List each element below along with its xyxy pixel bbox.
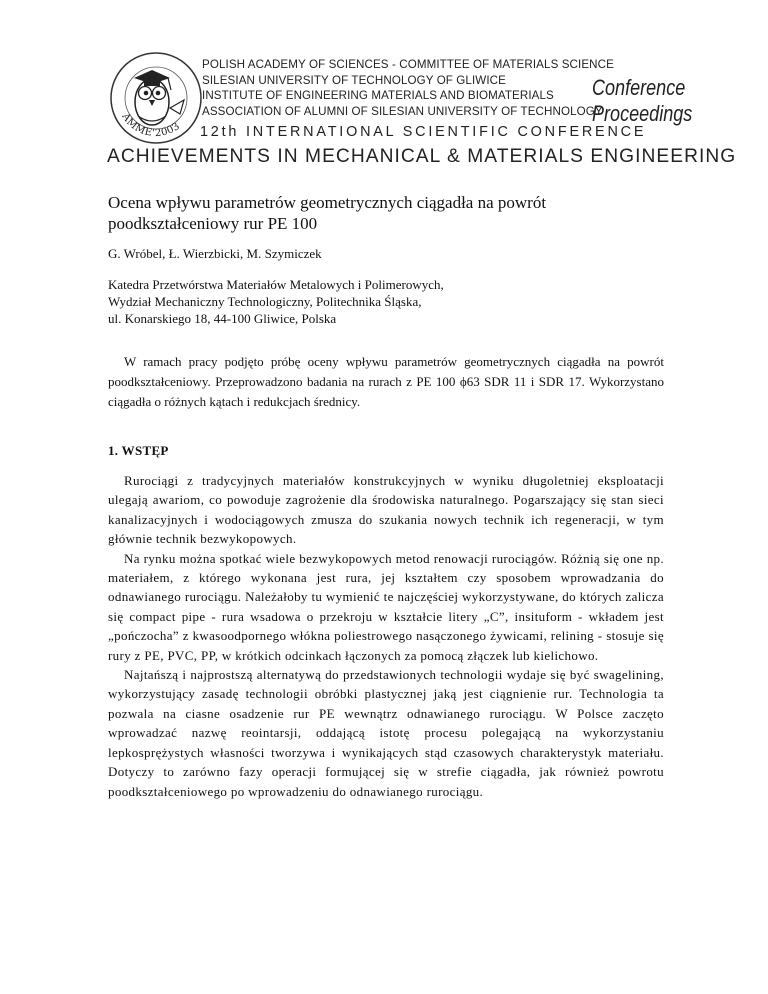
body-paragraph: Rurociągi z tradycyjnych materiałów konstrukcyjnych w wyniku długoletniej eksploatacji ulegają awariom, co powoduje zagrożenie dla środowiska naturalnego. Pogarszający się stan sieci kanalizacyjnych i wodociągowych zmusza do szukania nowych technik ich regeneracji, w tym głównie technik bezwykopowych. — [108, 473, 664, 547]
conference-header — [0, 0, 768, 170]
body-paragraph: Najtańszą i najprostszą alternatywą do przedstawionych technologii wydaje się być swagelining, wykorzystujący zasadę technologii obróbki plastycznej jaką jest ciągnienie rur. Technologia ta pozwala na ciasne osadzenie rur PE wewnątrz odnawianego rurociągu. W Polsce zaczęto wprowadzać nazwę reointarsji, oddającą istotę procesu polegającą na wykorzystaniu lepkosprężystych własności tworzywa i wynikających stąd czasowych charakterystyk materiału. Dotyczy to zarówno fazy operacji formującej się w strefie ciągadła, jak również powrotu poodkształceniowego po wprowadzeniu do odnawianego rurociągu. — [108, 667, 664, 799]
organizations-list — [202, 57, 614, 120]
conference-title: ACHIEVEMENTS IN MECHANICAL & MATERIALS ENGINEERING — [107, 146, 737, 167]
organization-line: ASSOCIATION OF ALUMNI OF SILESIAN UNIVERSITY OF TECHNOLOGY — [202, 105, 603, 119]
authors: G. Wróbel, Ł. Wierzbicki, M. Szymiczek — [108, 246, 322, 261]
conference-word: Conference — [592, 75, 686, 100]
edition-row — [200, 124, 647, 140]
proceedings-word: Proceedings — [592, 101, 693, 126]
body-paragraph: Na rynku można spotkać wiele bezwykopowych metod renowacji rurociągów. Różnią się one np. materiałem, z którego wykonana jest rura, jej kształtem czy sposobem wprowadzania do odnawianego rurociągu. Należałoby tu wymienić te najczęściej wykorzystywane, do których zalicza się compact pipe - rura wsadowa o przekroju w kształcie litery „C”, insituform - wkładem jest „pończocha” z kwasoodpornego włókna poliestrowego nasączonego żywicami, relining - stosuje się rury z PE, PVC, PP, w krótkich odcinkach łączonych za pomocą złączek lub kielichowo. — [108, 550, 664, 663]
affiliation-line: Wydział Mechaniczny Technologiczny, Politechnika Śląska, — [108, 294, 422, 309]
owl-logo-icon — [108, 50, 204, 146]
affiliation-line: ul. Konarskiego 18, 44-100 Gliwice, Polska — [108, 311, 337, 326]
conference-proceedings-label — [592, 75, 692, 127]
affiliation-line: Katedra Przetwórstwa Materiałów Metalowych i Polimerowych, — [108, 277, 444, 292]
paper-title-line: poodkształceniowy rur PE 100 — [108, 214, 318, 233]
organization-line: SILESIAN UNIVERSITY OF TECHNOLOGY OF GLIWICE — [202, 73, 506, 87]
organization-line: POLISH ACADEMY OF SCIENCES - COMMITTEE OF MATERIALS SCIENCE — [202, 58, 614, 71]
section-heading: 1. WSTĘP — [108, 443, 169, 458]
paper-content — [108, 192, 664, 801]
conference-edition: 12th INTERNATIONAL SCIENTIFIC CONFERENCE — [200, 124, 647, 140]
logo-text: AMME'2003 — [119, 111, 183, 140]
paper-title-line: Ocena wpływu parametrów geometrycznych ciągadła na powrót — [108, 193, 547, 212]
organization-line: INSTITUTE OF ENGINEERING MATERIALS AND BIOMATERIALS — [202, 89, 554, 103]
affiliation — [108, 276, 664, 327]
abstract: W ramach pracy podjęto próbę oceny wpływu parametrów geometrycznych ciągadła na powrót poodkształceniowy. Przeprowadzono badania na rurach z PE 100 ϕ63 SDR 11 i SDR 17. Wykorzystano ciągadła o różnych kątach i redukcjach średnicy. — [108, 354, 664, 409]
paper-title — [108, 192, 664, 234]
